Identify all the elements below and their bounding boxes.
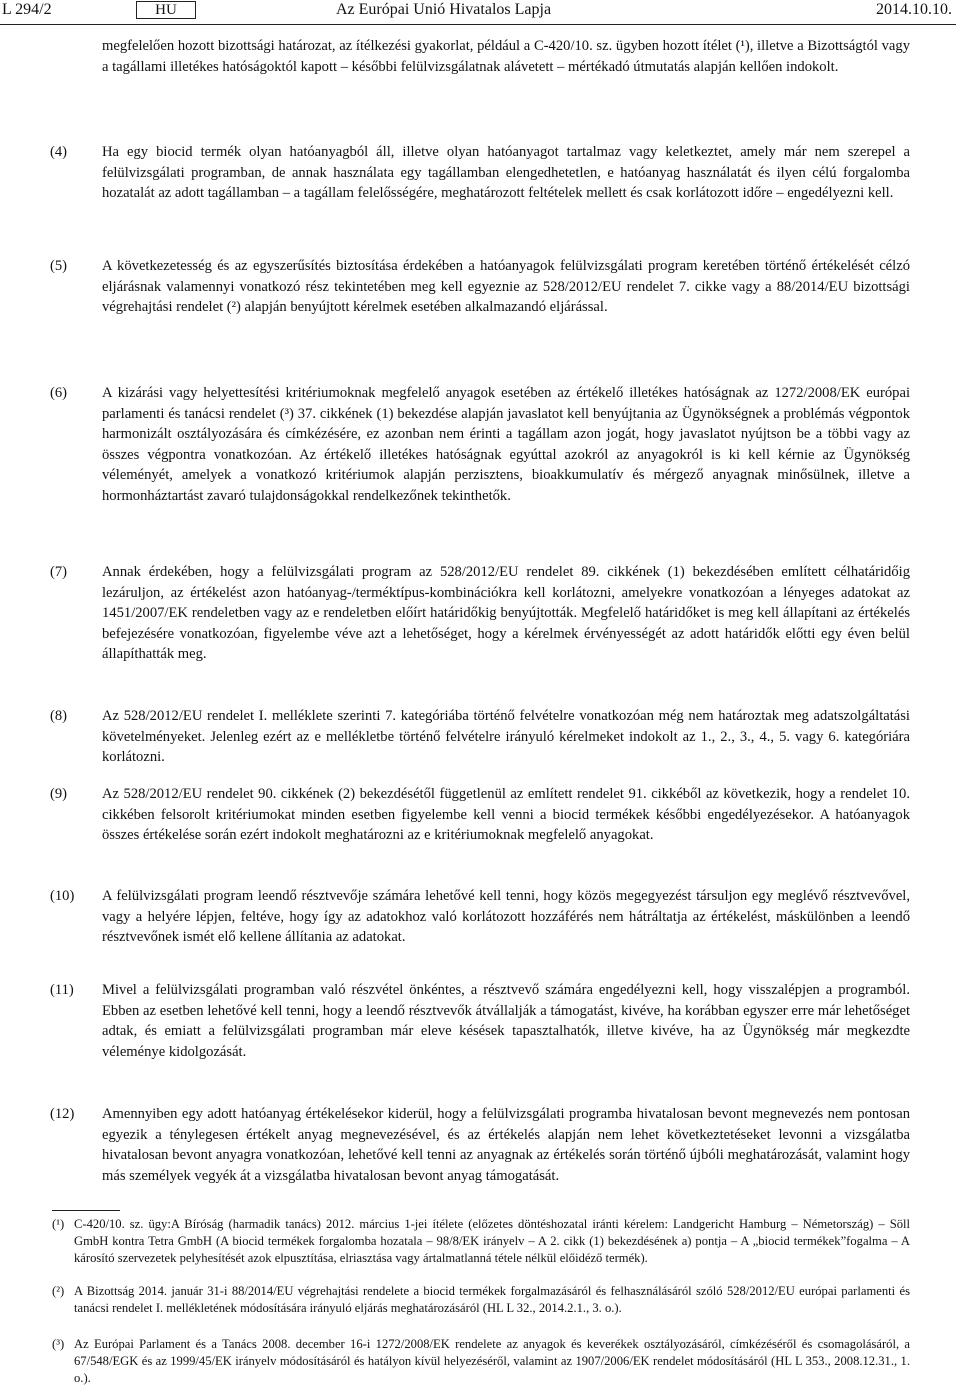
recital-text: Ha egy biocid termék olyan hatóanyagból áll, illetve olyan hatóanyagot tartalmaz vagy keletkeztet, amely már nem szerepel a felülvizsgálati programban, de annak használata egy tagállamban elengedhetetlen, e hatóanyag használatát és ilyen célú forgalomba hozatalát az adott tagállamban – a tagállam felelősségére, meghatározott feltételek mellett és csak korlátozott időre – engedélyezni kell.: [102, 144, 910, 201]
recital-text: Az 528/2012/EU rendelet 90. cikkének (2) bekezdésétől függetlenül az említett rendelet 91. cikkéből az következik, hogy a rendelet 10. cikkében felsorolt kritériumokat minden esetben figyelembe kell venni a biocid termékek későbbi engedélyezésekor. A hatóanyagok összes értékelése során ezért indokolt meghatározni az e kritériumoknak megfelelő anyagokat.: [102, 786, 910, 843]
continuation-paragraph: megfelelően hozott bizottsági határozat, az ítélkezési gyakorlat, például a C-420/10. sz. ügyben hozott ítélet (¹), illetve a Bizottságtól vagy a tagállami illetékes hatóságoktól kapott – későbbi felülvizsgálatnak alávetett – mértékadó útmutatás alapján kellően indokolt.: [102, 38, 910, 75]
language-box: HU: [136, 1, 196, 19]
recital-number: (8): [50, 708, 68, 724]
recital-text: A kizárási vagy helyettesítési kritériumoknak megfelelő anyagok esetében az értékelő illetékes hatóságnak az 1272/2008/EK európai parlamenti és tanácsi rendelet (³) 37. cikkének (1) bekezdése alapján javaslatot kell benyújtania az Ügynökségnek a problémás végpontok harmonizált osztályozására és címkézésére, ez azonban nem érinti a tagállam azon jogát, hogy javaslatot nyújtson be a többi vagy az összes végpontra vonatkozóan. Az értékelő illetékes hatóságnak egyúttal azokról az anyagokról is ki kell kérnie az Ügynökség véleményét, amelyek a vonatkozó kritériumok alapján perzisztens, bioakkumulatív és mérgező anyagnak minősülnek, illetve a hormonháztartást zavaró tulajdonságokkal rendelkezőnek tekinthetők.: [102, 385, 910, 504]
recital-text: Mivel a felülvizsgálati programban való részvétel önkéntes, a résztvevő számára engedélyezni kell, hogy visszalépjen a programból. Ebben az esetben lehetővé kell tenni, hogy a leendő résztvevők átvállalják a támogatást, kivéve, ha korábban egyszer erre már lehetőséget adtak, és emiatt a felülvizsgálati programban már eleve késések tapasztalhatók, illetve kivéve, ha az Ügynökség már megkezdte véleménye kidolgozását.: [102, 982, 910, 1060]
page-reference: L 294/2: [2, 1, 52, 18]
recital-number: (6): [50, 385, 68, 401]
page-header: [0, 0, 960, 22]
footnote-number: (²): [52, 1284, 65, 1298]
publication-date: 2014.10.10.: [876, 1, 952, 18]
recital-number: (12): [50, 1106, 75, 1122]
recital-text: A következetesség és az egyszerűsítés biztosítása érdekében a hatóanyagok felülvizsgálati program keretében történő értékelését célzó eljárásnak valamennyi vonatkozó rész tekintetében meg kell egyeznie az 528/2012/EU rendelet 7. cikke vagy a 88/2014/EU bizottsági végrehajtási rendelet (²) alapján benyújtott kérelmek esetében alkalmazandó eljárással.: [102, 258, 910, 315]
recital-text: Az 528/2012/EU rendelet I. melléklete szerinti 7. kategóriába történő felvételre vonatkozóan még nem határoztak meg adatszolgáltatási követelményeket. Jelenleg ezért az e mellékletbe történő felvételre irányuló kérelmeket indokolt az 1., 2., 3., 4., 5. vagy 6. kategóriára korlátozni.: [102, 708, 910, 765]
recital-number: (5): [50, 258, 68, 274]
footnote-number: (³): [52, 1337, 65, 1351]
footnote-text: Az Európai Parlament és a Tanács 2008. december 16-i 1272/2008/EK rendelete az anyagok és keverékek osztályozásáról, címkézéséről és csomagolásáról, a 67/548/EGK és az 1999/45/EK irányelv módosításáról és hatályon kívül helyezéséről, valamint az 1907/2006/EK rendelet módosításáról (HL L 353., 2008.12.31., 1. o.).: [74, 1337, 910, 1385]
journal-title: Az Európai Unió Hivatalos Lapja: [336, 1, 552, 18]
footnote-text: A Bizottság 2014. január 31-i 88/2014/EU végrehajtási rendelete a biocid termékek forgalmazásáról és felhasználásáról szóló 528/2012/EU európai parlamenti és tanácsi rendelet I. mellékletének módosítására irányuló eljárás meghatározásáról (HL L 32., 2014.2.1., 3. o.).: [74, 1284, 910, 1315]
recital-text: Amennyiben egy adott hatóanyag értékelésekor kiderül, hogy a felülvizsgálati programba hivatalosan bevont megnevezés nem pontosan egyezik a ténylegesen értékelt anyag megnevezésével, és az értékelés alapján nem lehet következtetéseket levonni a vizsgálatba hivatalosan bevont anyagra vonatkozóan, lehetővé kell tenni az anyagnak az értékelés során történő újbóli meghatározását, valamint hogy más személyek vegyék át a vizsgálatba hivatalosan bevont anyag támogatását.: [102, 1106, 910, 1184]
recital-text: A felülvizsgálati program leendő résztvevője számára lehetővé kell tenni, hogy közös megegyezést társuljon egy meglévő résztvevővel, vagy a helyére lépjen, feltéve, hogy így az adatokhoz való korlátozott hozzáférés nem hátráltatja az értékelést, máskülönben a leendő résztvevőnek ismét elő kellene állítania az adatokat.: [102, 888, 910, 945]
footnote-text: C-420/10. sz. ügy:A Bíróság (harmadik tanács) 2012. március 1-jei ítélete (előzetes döntéshozatal iránti kérelem: Landgericht Hamburg – Németország) – Söll GmbH kontra Tetra GmbH (A biocid termékek forgalomba hozatala – 98/8/EK irányelv – A 2. cikk (1) bekezdésének a) pontja – A „biocid termékek”fogalma – A károsító szervezetek pelyhesítését azok elpusztítása, elriasztása vagy ártalmatlanná tétele nélkül előidéző termék).: [74, 1217, 910, 1265]
header-rule: [0, 24, 956, 25]
footnote-number: (¹): [52, 1217, 65, 1231]
recital-number: (10): [50, 888, 75, 904]
recital-text: Annak érdekében, hogy a felülvizsgálati program az 528/2012/EU rendelet 89. cikkének (1) bekezdésében említett célhatáridőig lezáruljon, az értékelést azon hatóanyag-/terméktípus-kombinációkra kell korlátozni, amelyekre vonatkozóan a lényeges adatokat az 1451/2007/EK rendeletben vagy az e rendeletben előírt határidőkig benyújtották. Megfelelő határidőket is meg kell állapítani az értékelés befejezésére vonatkozóan, figyelembe véve azt a lehetőséget, hogy a kérelmek érvényességét az adott határidők előtti egy éven belül állapíthatták meg.: [102, 564, 910, 662]
recital-number: (4): [50, 144, 68, 160]
recital-number: (9): [50, 786, 68, 802]
recital-number: (11): [50, 982, 74, 998]
recital-number: (7): [50, 564, 68, 580]
footnote-rule: [52, 1210, 120, 1211]
